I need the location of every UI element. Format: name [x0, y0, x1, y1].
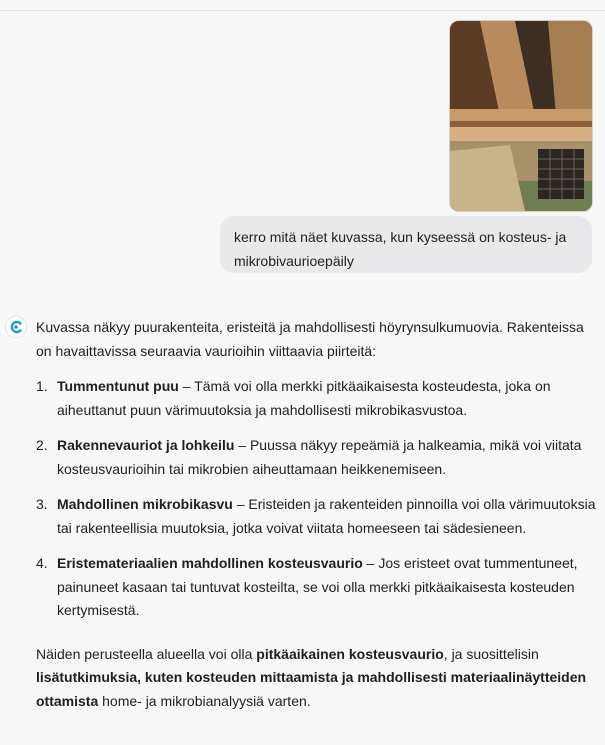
assistant-message [36, 316, 596, 713]
item-number: 1. [36, 378, 48, 394]
item-number: 3. [36, 496, 48, 512]
item-title: Eristemateriaalien mahdollinen kosteusvaurio [57, 555, 363, 571]
list-item [36, 375, 596, 422]
attached-photo[interactable] [449, 20, 593, 212]
answer-summary [36, 643, 596, 714]
item-number: 4. [36, 555, 48, 571]
item-body: – Jos eristeet ovat tummentuneet, painuneet kasaan tai tuntuvat kosteilta, se voi olla merkki pitkäaikaisesta kosteuden kertymisestä. [57, 555, 578, 618]
item-title: Tummentunut puu [57, 378, 179, 394]
list-item [36, 552, 596, 623]
item-title: Rakennevauriot ja lohkeilu [57, 437, 235, 453]
item-title: Mahdollinen mikrobikasvu [57, 496, 233, 512]
assistant-logo-icon [9, 320, 23, 334]
summary-emphasis: lisätutkimuksia, kuten kosteuden mittaamista ja mahdollisesti materiaalinäytteiden ottamista [36, 669, 587, 709]
photo-image [450, 21, 592, 211]
summary-text: , ja suosittelisin [443, 645, 539, 662]
summary-text: Näiden perusteella alueella voi olla [36, 645, 257, 662]
answer-intro: Kuvassa näkyy puurakenteita, eristeitä ja mahdollisesti höyrynsulkumuovia. Rakenteissa on havaittavissa seuraavia vaurioihin viittaavia piirteitä: [36, 319, 584, 359]
user-message-bubble [220, 216, 592, 273]
top-divider [0, 10, 605, 11]
item-body: – Eristeiden ja rakenteiden pinnoilla voi olla värimuutoksia tai rakenteellisia muutoksia, jotka voivat viitata homeeseen tai sädesieneen. [57, 496, 596, 536]
item-body: – Puussa näkyy repeämiä ja halkeamia, mikä voi viitata kosteusvaurioihin tai mikrobien aiheuttamaan heikkenemiseen. [57, 437, 582, 477]
user-message-text: kerro mitä näet kuvassa, kun kyseessä on kosteus- ja mikrobivaurioepäily [234, 229, 567, 269]
list-item [36, 493, 596, 540]
assistant-avatar [5, 316, 27, 338]
item-number: 2. [36, 437, 48, 453]
summary-text: home- ja mikrobianalyysiä varten. [98, 692, 311, 709]
list-item [36, 434, 596, 481]
item-body: – Tämä voi olla merkki pitkäaikaisesta kosteudesta, joka on aiheuttanut puun värimuutoksia ja mahdollisesti mikrobikasvustoa. [57, 378, 551, 418]
summary-emphasis: pitkäaikainen kosteusvaurio [256, 645, 444, 662]
findings-list [36, 375, 596, 623]
